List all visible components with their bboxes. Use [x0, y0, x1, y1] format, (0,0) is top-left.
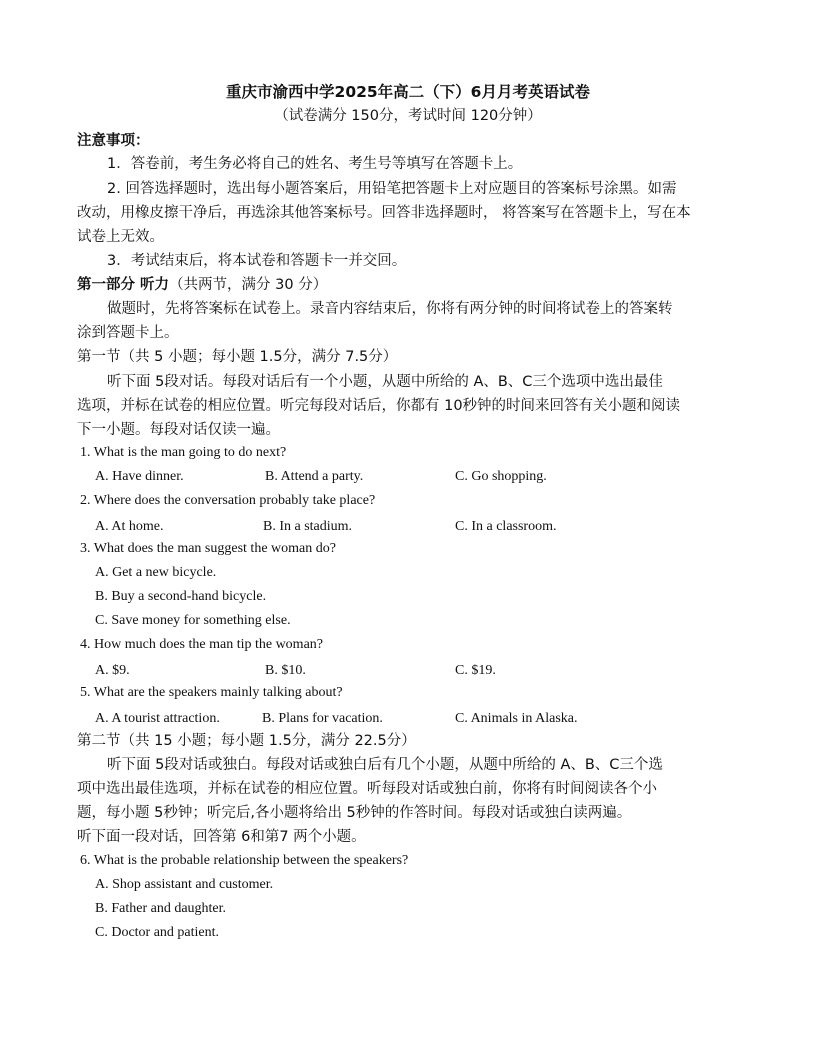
part1-heading: [77, 275, 327, 295]
section1-intro-line-1: 听下面 5段对话。每段对话后有一个小题，从题中所给的 A、B、C三个选项中选出最佳: [107, 374, 663, 390]
notice-item-2-line-2: 改动，用橡皮擦干净后，再选涂其他答案标号。回答非选择题时， 将答案写在答题卡上，写在本: [77, 205, 691, 221]
question-6-option-b: B. Father and daughter.: [95, 901, 227, 916]
question-1-option-b: B. Attend a party.: [265, 469, 364, 484]
question-3-option-c: C. Save money for something else.: [95, 613, 291, 628]
notice-heading: 注意事项：: [77, 133, 150, 149]
question-1-option-a: A. Have dinner.: [95, 469, 184, 484]
question-4: 4. How much does the man tip the woman?: [80, 637, 324, 652]
question-5: 5. What are the speakers mainly talking about?: [80, 685, 343, 700]
question-1: 1. What is the man going to do next?: [80, 445, 287, 460]
notice-item-3: 3．考试结束后，将本试卷和答题卡一并交回。: [107, 253, 407, 269]
question-6-option-a: A. Shop assistant and customer.: [95, 877, 274, 892]
question-5-option-a: A. A tourist attraction.: [95, 711, 220, 726]
question-6-option-c: C. Doctor and patient.: [95, 925, 220, 940]
notice-item-1: 1．答卷前，考生务必将自己的姓名、考生号等填写在答题卡上。: [107, 156, 523, 172]
question-3-option-b: B. Buy a second-hand bicycle.: [95, 589, 267, 604]
part1-heading-rest: （共两节，满分 30 分）: [169, 277, 328, 293]
question-3-option-a: A. Get a new bicycle.: [95, 565, 217, 580]
part1-intro-line-2: 涂到答题卡上。: [77, 325, 179, 341]
question-2: 2. Where does the conversation probably take place?: [80, 493, 376, 508]
page-subtitle: （试卷满分 150分，考试时间 120分钟）: [274, 108, 542, 124]
question-5-option-b: B. Plans for vacation.: [262, 711, 383, 726]
section2-intro-line-3: 题，每小题 5秒钟；听完后,各小题将给出 5秒钟的作答时间。每段对话或独白读两遍。: [77, 805, 632, 821]
question-4-option-b: B. $10.: [265, 663, 306, 678]
question-1-option-c: C. Go shopping.: [455, 469, 547, 484]
dialog-intro: 听下面一段对话，回答第 6和第7 两个小题。: [77, 829, 366, 845]
question-2-option-c: C. In a classroom.: [455, 519, 557, 534]
notice-item-2-line-1: 2. 回答选择题时，选出每小题答案后，用铅笔把答题卡上对应题目的答案标号涂黑。如需: [107, 181, 677, 197]
section2-intro-line-1: 听下面 5段对话或独白。每段对话或独白后有几个小题，从题中所给的 A、B、C三个选: [107, 757, 663, 773]
question-4-option-a: A. $9.: [95, 663, 130, 678]
page-title: 重庆市渝西中学2025年高二（下）6月月考英语试卷: [226, 83, 590, 101]
section2-heading: 第二节（共 15 小题；每小题 1.5分，满分 22.5分）: [77, 733, 416, 749]
question-6: 6. What is the probable relationship between the speakers?: [80, 853, 409, 868]
question-3: 3. What does the man suggest the woman do?: [80, 541, 336, 556]
part1-intro-line-1: 做题时，先将答案标在试卷上。录音内容结束后，你将有两分钟的时间将试卷上的答案转: [107, 301, 673, 317]
section1-intro-line-3: 下一小题。每段对话仅读一遍。: [77, 422, 280, 438]
question-2-option-a: A. At home.: [95, 519, 164, 534]
section2-intro-line-2: 项中选出最佳选项，并标在试卷的相应位置。听每段对话或独白前，你将有时间阅读各个小: [77, 781, 657, 797]
notice-item-2-line-3: 试卷上无效。: [77, 229, 164, 245]
question-5-option-c: C. Animals in Alaska.: [455, 711, 578, 726]
section1-heading: 第一节（共 5 小题；每小题 1.5分，满分 7.5分）: [77, 349, 398, 365]
question-4-option-c: C. $19.: [455, 663, 496, 678]
part1-heading-bold: 第一部分 听力: [77, 277, 170, 293]
section1-intro-line-2: 选项，并标在试卷的相应位置。听完每段对话后，你都有 10秒钟的时间来回答有关小题和阅读: [77, 398, 681, 414]
question-2-option-b: B. In a stadium.: [263, 519, 353, 534]
